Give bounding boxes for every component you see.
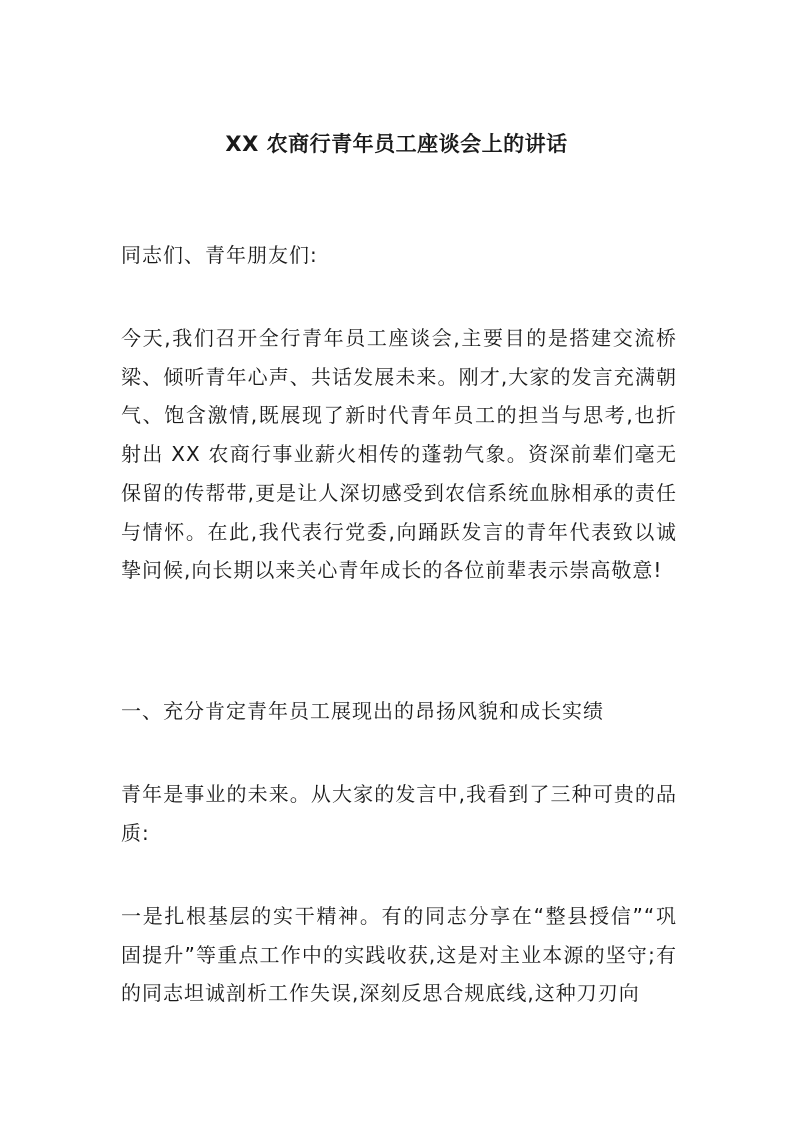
section-paragraph: 青年是事业的未来。从大家的发言中,我看到了三种可贵的品质:: [121, 782, 677, 845]
intro-paragraph: 今天,我们召开全行青年员工座谈会,主要目的是搭建交流桥梁、倾听青年心声、共话发展未来。刚才,大家的发言充满朝气、饱含激情,既展现了新时代青年员工的担当与思考,也折射出 XX 农商行事业薪火相传的蓬勃气象。资深前辈们毫无保留的传帮带,更是让人深切感受到农信系统血脉相承的责任与情怀。在此,我代表行党委,向踊跃发言的青年代表致以诚挚问候,向长期以来关心青年成长的各位前辈表示崇高敬意!: [121, 326, 677, 583]
document-title: XX 农商行青年员工座谈会上的讲话: [225, 132, 568, 156]
point-paragraph: 一是扎根基层的实干精神。有的同志分享在“整县授信”“巩固提升”等重点工作中的实践收获,这是对主业本源的坚守;有的同志坦诚剖析工作失误,深刻反思合规底线,这种刀刃向: [121, 904, 677, 1006]
salutation: 同志们、青年朋友们:: [121, 243, 318, 267]
section-heading: 一、充分肯定青年员工展现出的昂扬风貌和成长实绩: [121, 699, 604, 723]
